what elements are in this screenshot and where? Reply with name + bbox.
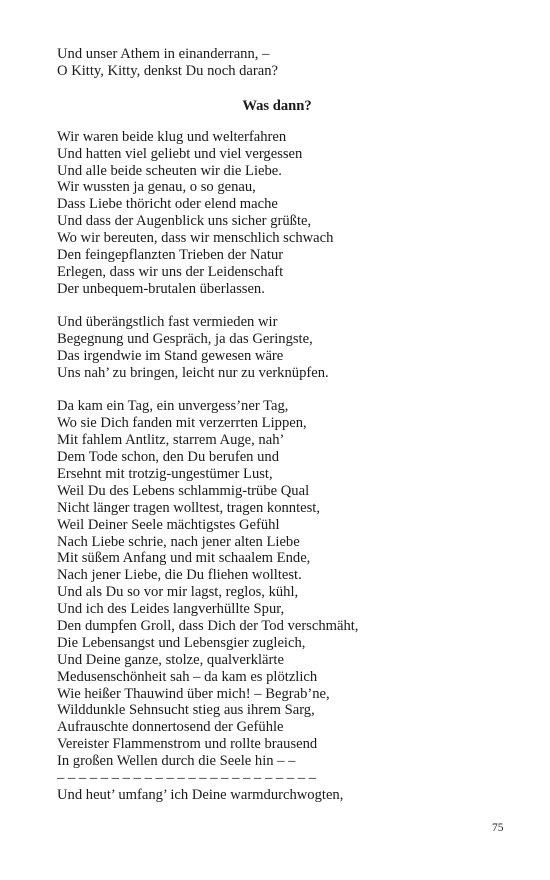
- verse-line: Nicht länger tragen wolltest, tragen konntest,: [57, 499, 321, 516]
- verse-line: Wir wussten ja genau, o so genau,: [57, 179, 256, 196]
- verse-line: Weil Deiner Seele mächtigstes Gefühl: [57, 516, 280, 533]
- verse-line: Dass Liebe thöricht oder elend mache: [57, 196, 278, 213]
- verse-line: Medusenschönheit sah – da kam es plötzlich: [57, 668, 318, 685]
- verse-line: Und ich des Leides langverhüllte Spur,: [57, 601, 285, 618]
- verse-line: In großen Wellen durch die Seele hin – –: [57, 753, 296, 770]
- verse-line: Wo wir bereuten, dass wir menschlich schwach: [57, 230, 334, 247]
- verse-line: Nach jener Liebe, die Du fliehen wolltest.: [57, 567, 302, 584]
- verse-line: Mit süßem Anfang und mit schaalem Ende,: [57, 550, 311, 567]
- verse-line: Da kam ein Tag, ein unvergess’ner Tag,: [57, 398, 289, 415]
- page-number: 75: [492, 822, 504, 834]
- verse-line: Vereister Flammenstrom und rollte brausend: [57, 736, 318, 753]
- verse-line: Und als Du so vor mir lagst, reglos, kühl,: [57, 584, 299, 601]
- verse-line: Weil Du des Lebens schlammig-trübe Qual: [57, 482, 310, 499]
- verse-line: Uns nah’ zu bringen, leicht nur zu verknüpfen.: [57, 364, 329, 381]
- dash-line: – – – – – – – – – – – – – – – – – – – – – – – –: [57, 770, 317, 787]
- verse-line: Nach Liebe schrie, nach jener alten Liebe: [57, 533, 300, 550]
- verse-line: Wilddunkle Sehnsucht stieg aus ihrem Sarg,: [57, 702, 315, 719]
- verse-line: Und unser Athem in einanderrann, –: [57, 46, 270, 62]
- verse-line: Wo sie Dich fanden mit verzerrten Lippen,: [57, 415, 307, 432]
- verse-line: Ersehnt mit trotzig-ungestümer Lust,: [57, 466, 273, 482]
- verse-line: Wie heißer Thauwind über mich! – Begrab’ne,: [57, 685, 330, 702]
- verse-line: Begegnung und Gespräch, ja das Geringste,: [57, 331, 313, 348]
- verse-line: Wir waren beide klug und welterfahren: [57, 128, 287, 145]
- verse-line: Und Deine ganze, stolze, qualverklärte: [57, 651, 284, 668]
- verse-line: Dem Tode schon, den Du berufen und: [57, 449, 280, 466]
- verse-line: Den dumpfen Groll, dass Dich der Tod verschmäht,: [57, 618, 359, 635]
- verse-line: Erlegen, dass wir uns der Leidenschaft: [57, 263, 284, 280]
- verse-line: Der unbequem-brutalen überlassen.: [57, 280, 265, 297]
- verse-line: O Kitty, Kitty, denkst Du noch daran?: [57, 62, 279, 79]
- stanza-2: [57, 314, 497, 382]
- stanza-1: [57, 129, 497, 298]
- verse-line: Mit fahlem Antlitz, starrem Auge, nah’: [57, 432, 285, 449]
- stanza-gap: [57, 382, 497, 399]
- verse-line: Und hatten viel geliebt und viel vergessen: [57, 145, 303, 162]
- verse-line: Und heut’ umfang’ ich Deine warmdurchwogten,: [57, 786, 344, 803]
- verse-line: Das irgendwie im Stand gewesen wäre: [57, 348, 284, 365]
- stanza-3: [57, 398, 497, 803]
- intro-stanza: [57, 46, 497, 80]
- poem-page: [57, 46, 497, 804]
- verse-line: Und alle beide scheuten wir die Liebe.: [57, 162, 282, 179]
- verse-line: Aufrauschte donnertosend der Gefühle: [57, 719, 284, 736]
- poem-title: Was dann?: [242, 97, 312, 114]
- verse-line: Und dass der Augenblick uns sicher grüßte,: [57, 213, 312, 230]
- stanza-gap: [57, 298, 497, 315]
- verse-line: Den feingepflanzten Trieben der Natur: [57, 247, 284, 264]
- verse-line: Die Lebensangst und Lebensgier zugleich,: [57, 634, 306, 651]
- verse-line: Und überängstlich fast vermieden wir: [57, 314, 278, 331]
